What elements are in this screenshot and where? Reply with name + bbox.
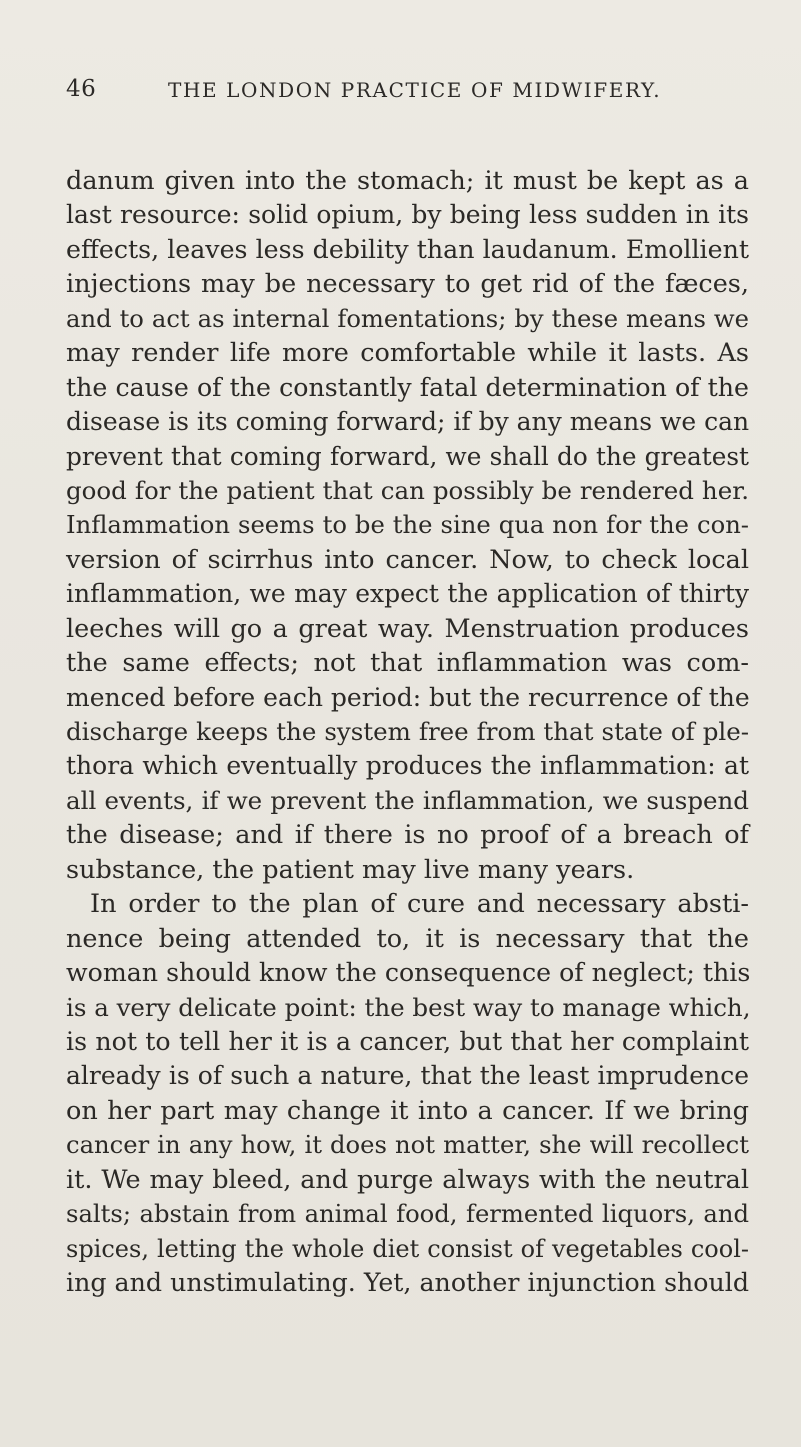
text-line: is not to tell her it is a cancer, but that her complaint (66, 1026, 749, 1056)
text-line: In order to the plan of cure and necessary absti- (90, 889, 749, 920)
text-line: spices, letting the whole diet consist of vegetables cool- (66, 1234, 749, 1263)
text-line: last resource: solid opium, by being less sudden in its (66, 200, 749, 230)
page-header (66, 76, 746, 116)
text-line: effects, leaves less debility than laudanum. Emollient (66, 234, 749, 264)
text-line: thora which eventually produces the inflammation: at (66, 751, 749, 781)
page-number: 46 (66, 76, 97, 102)
text-line: all events, if we prevent the inflammation, we suspend (66, 785, 749, 815)
text-line: is a very delicate point: the best way to manage which, (66, 992, 751, 1022)
text-line: the cause of the constantly fatal determination of the (66, 372, 749, 402)
text-line: salts; abstain from animal food, fermented liquors, and (66, 1199, 749, 1229)
text-line: Inflammation seems to be the sine qua non for the con- (66, 510, 749, 540)
text-line: may render life more comfortable while it lasts. As (66, 338, 749, 369)
text-line: danum given into the stomach; it must be kept as a (66, 166, 749, 196)
body-text (66, 164, 749, 1300)
text-line: disease is its coming forward; if by any means we can (66, 407, 750, 437)
text-line: injections may be necessary to get rid of the fæces, (66, 269, 749, 300)
text-line: on her part may change it into a cancer. If we bring (66, 1095, 749, 1126)
text-line: it. We may bleed, and purge always with the neutral (66, 1164, 749, 1195)
text-line: inflammation, we may expect the application of thirty (66, 579, 749, 609)
text-line: nence being attended to, it is necessary that the (66, 923, 749, 954)
text-line: the disease; and if there is no proof of a breach of (66, 820, 749, 851)
text-line: woman should know the consequence of neglect; this (66, 958, 751, 988)
text-line: cancer in any how, it does not matter, she will recollect (66, 1130, 749, 1160)
text-line: menced before each period: but the recurrence of the (66, 682, 750, 712)
text-line: version of scirrhus into cancer. Now, to check local (66, 544, 749, 575)
text-line: discharge keeps the system free from that state of ple- (66, 717, 749, 746)
text-line: prevent that coming forward, we shall do the greatest (66, 441, 749, 471)
text-line: substance, the patient may live many years. (66, 854, 635, 885)
text-line: leeches will go a great way. Menstruation produces (66, 613, 749, 644)
text-line: the same effects; not that inflammation was com- (66, 648, 749, 679)
text-line: already is of such a nature, that the least imprudence (66, 1061, 749, 1091)
text-line: and to act as internal fomentations; by these means we (66, 303, 749, 333)
text-line: good for the patient that can possibly be rendered her. (66, 475, 749, 505)
running-head: THE LONDON PRACTICE OF MIDWIFERY. (168, 78, 662, 102)
text-line: ing and unstimulating. Yet, another injunction should (66, 1268, 749, 1297)
